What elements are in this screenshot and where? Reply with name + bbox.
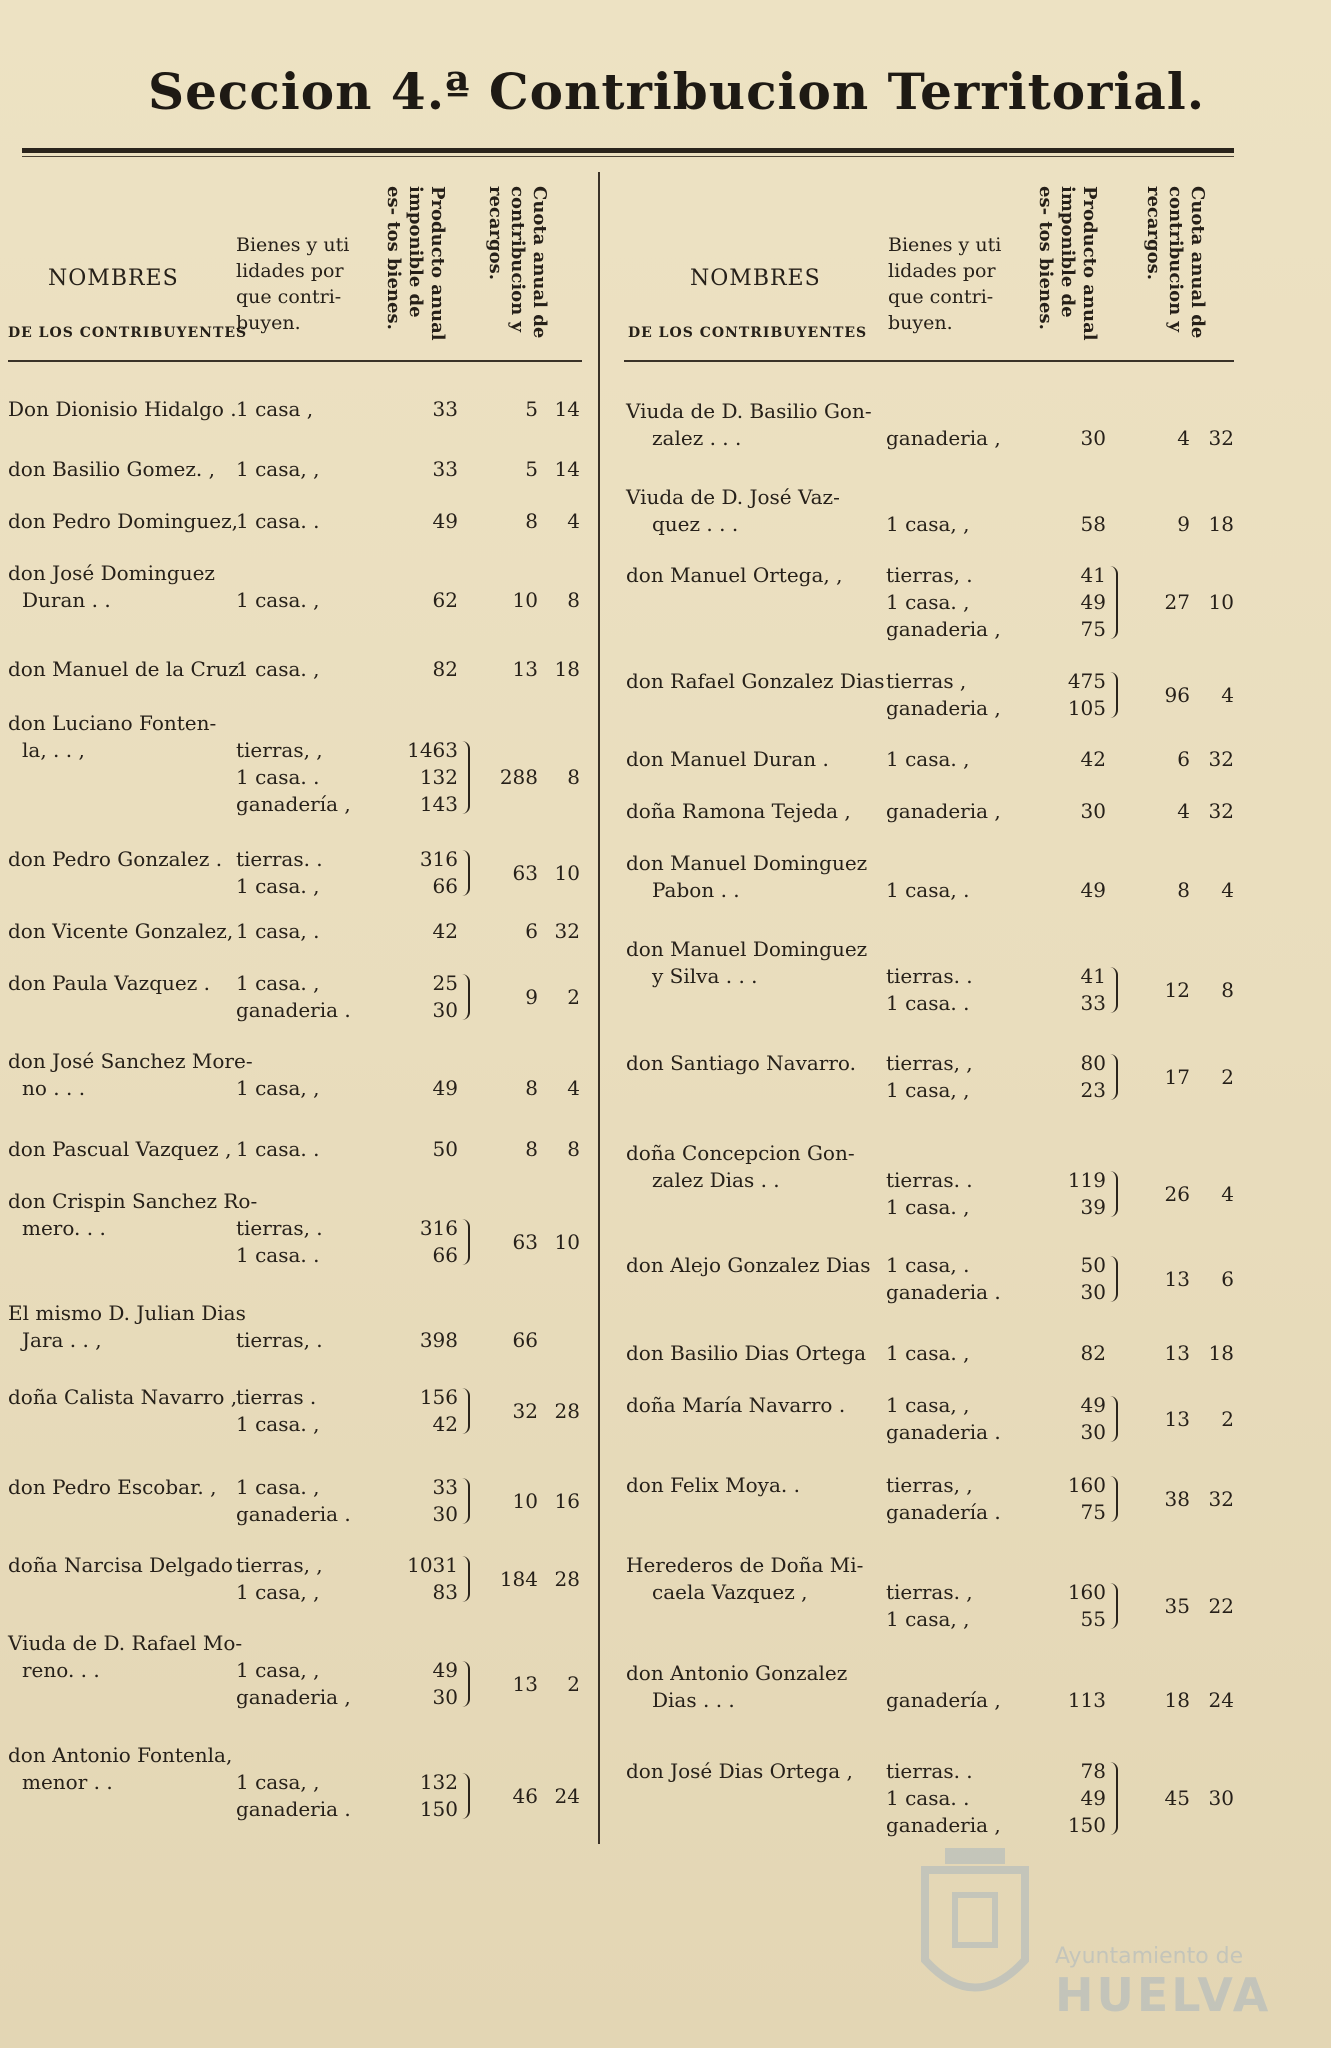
bienes-item: 1 casa. , bbox=[236, 971, 320, 995]
cuota-reales: 27 bbox=[1164, 590, 1190, 614]
contributor-name: don Pedro Dominguez, bbox=[8, 509, 238, 533]
contributor-name: Viuda de D. Basilio Gon- bbox=[626, 399, 872, 423]
bienes-item: tierras, . bbox=[236, 1216, 323, 1240]
cuota-reales: 12 bbox=[1164, 977, 1190, 1002]
bienes-item: ganaderia . bbox=[236, 1502, 351, 1526]
producto-value: 66 bbox=[432, 874, 458, 898]
cuota-maravedis: 30 bbox=[1208, 1786, 1234, 1810]
bienes-item: 1 casa, , bbox=[236, 1580, 320, 1604]
bienes-item: 1 casa. , bbox=[886, 747, 970, 771]
contributor-name: don Antonio Fontenla, bbox=[8, 1743, 233, 1767]
bienes-item: ganaderia . bbox=[886, 1420, 1001, 1444]
producto-value: 132 bbox=[419, 1770, 458, 1794]
cuota-reales: 184 bbox=[499, 1566, 538, 1591]
cuota-reales: 4 bbox=[1177, 799, 1190, 823]
producto-value: 49 bbox=[1080, 878, 1106, 902]
producto-value: 83 bbox=[432, 1580, 458, 1604]
bienes-item: 1 casa. . bbox=[236, 1137, 320, 1161]
contributor-name: reno. . . bbox=[22, 1658, 100, 1682]
contributor-name: quez . . . bbox=[652, 512, 739, 536]
bienes-item: 1 casa. . bbox=[886, 991, 970, 1015]
bienes-item: ganaderia , bbox=[886, 426, 1001, 450]
contributor-name: Dias . . . bbox=[652, 1688, 735, 1712]
producto-value: 398 bbox=[419, 1328, 458, 1352]
bienes-item: tierras, , bbox=[236, 738, 323, 762]
producto-value: 30 bbox=[432, 1502, 458, 1526]
cuota-reales: 63 bbox=[512, 860, 538, 885]
header-producto: Producto anual imponible de es- tos bienes. bbox=[383, 186, 448, 341]
contributor-name: El mismo D. Julian Dias bbox=[8, 1301, 246, 1325]
bienes-item: ganaderia , bbox=[886, 617, 1001, 641]
contributor-name: doña Ramona Tejeda , bbox=[626, 799, 851, 823]
bienes-item: 1 casa, . bbox=[236, 919, 320, 943]
header-producto-right: Producto anual imponible de es- tos bienes. bbox=[1035, 186, 1100, 341]
ayuntamiento-huelva-watermark bbox=[915, 1840, 1275, 2030]
contributor-name: doña Calista Navarro , bbox=[8, 1385, 238, 1409]
producto-value: 49 bbox=[432, 1658, 458, 1682]
bienes-item: 1 casa. , bbox=[236, 1475, 320, 1499]
bienes-item: ganaderia , bbox=[886, 799, 1001, 823]
producto-value: 42 bbox=[1080, 747, 1106, 771]
cuota-reales: 13 bbox=[1164, 1406, 1190, 1431]
cuota-maravedis: 18 bbox=[1208, 512, 1234, 536]
bienes-item: 1 casa. , bbox=[236, 1412, 320, 1436]
cuota-maravedis: 32 bbox=[1208, 747, 1234, 771]
cuota-reales: 6 bbox=[1177, 747, 1190, 771]
producto-value: 150 bbox=[419, 1797, 458, 1821]
crest-icon bbox=[915, 1840, 1035, 2020]
cuota-reales: 9 bbox=[525, 984, 538, 1009]
cuota-maravedis: 4 bbox=[1221, 1181, 1234, 1206]
bienes-item: 1 casa, , bbox=[886, 1078, 970, 1102]
contributor-name: don Pascual Vazquez , bbox=[8, 1137, 232, 1161]
watermark-line2: HUELVA bbox=[1055, 1968, 1272, 2022]
cuota-maravedis: 18 bbox=[1208, 1341, 1234, 1365]
contributor-name: Herederos de Doña Mi- bbox=[626, 1553, 864, 1577]
column-divider bbox=[598, 172, 600, 1844]
producto-value: 82 bbox=[1080, 1341, 1106, 1365]
cuota-maravedis: 2 bbox=[1221, 1064, 1234, 1089]
brace-mark bbox=[1110, 967, 1118, 1013]
producto-value: 33 bbox=[432, 397, 458, 421]
brace-mark bbox=[1110, 1476, 1118, 1522]
bienes-item: 1 casa, , bbox=[236, 457, 320, 481]
cuota-reales: 288 bbox=[499, 765, 538, 789]
producto-value: 55 bbox=[1080, 1607, 1106, 1631]
cuota-maravedis: 4 bbox=[1221, 878, 1234, 902]
cuota-reales: 8 bbox=[525, 1076, 538, 1100]
cuota-maravedis: 4 bbox=[1221, 682, 1234, 707]
bienes-item: tierras , bbox=[886, 669, 967, 693]
producto-value: 49 bbox=[432, 509, 458, 533]
producto-value: 49 bbox=[1080, 1786, 1106, 1810]
cuota-reales: 10 bbox=[512, 1488, 538, 1513]
contributor-name: don José Dias Ortega , bbox=[626, 1759, 853, 1783]
contributor-name: don Pedro Escobar. , bbox=[8, 1475, 217, 1499]
producto-value: 23 bbox=[1080, 1078, 1106, 1102]
cuota-reales: 5 bbox=[525, 397, 538, 421]
producto-value: 78 bbox=[1080, 1759, 1106, 1783]
bienes-item: 1 casa. , bbox=[886, 1195, 970, 1219]
cuota-maravedis: 2 bbox=[567, 1671, 580, 1696]
bienes-item: 1 casa. , bbox=[886, 590, 970, 614]
cuota-reales: 9 bbox=[1177, 512, 1190, 536]
bienes-item: ganaderia . bbox=[236, 1797, 351, 1821]
brace-mark bbox=[1110, 566, 1118, 639]
contributor-name: don Vicente Gonzalez, bbox=[8, 919, 234, 943]
cuota-reales: 10 bbox=[512, 588, 538, 612]
producto-value: 75 bbox=[1080, 1500, 1106, 1524]
cuota-maravedis: 24 bbox=[554, 1783, 580, 1808]
bienes-item: 1 casa. . bbox=[236, 765, 320, 789]
cuota-reales: 38 bbox=[1164, 1486, 1190, 1511]
producto-value: 80 bbox=[1080, 1051, 1106, 1075]
producto-value: 132 bbox=[419, 765, 458, 789]
contributor-name: Duran . . bbox=[22, 588, 111, 612]
producto-value: 160 bbox=[1067, 1473, 1106, 1497]
bienes-item: tierras, , bbox=[886, 1051, 973, 1075]
watermark-line1: Ayuntamiento de bbox=[1055, 1944, 1244, 1969]
cuota-maravedis: 10 bbox=[554, 860, 580, 885]
producto-value: 150 bbox=[1067, 1813, 1106, 1837]
producto-value: 33 bbox=[432, 1475, 458, 1499]
producto-value: 25 bbox=[432, 971, 458, 995]
producto-value: 316 bbox=[419, 1216, 458, 1240]
cuota-maravedis: 32 bbox=[1208, 426, 1234, 450]
cuota-reales: 5 bbox=[525, 457, 538, 481]
cuota-maravedis: 22 bbox=[1208, 1593, 1234, 1618]
bienes-item: 1 casa, , bbox=[886, 512, 970, 536]
cuota-reales: 13 bbox=[512, 657, 538, 681]
cuota-reales: 13 bbox=[1164, 1341, 1190, 1365]
header-bienes-right: Bienes y uti lidades por que contri- buyen. bbox=[888, 234, 1002, 334]
contributor-name: don Santiago Navarro. bbox=[626, 1051, 856, 1075]
producto-value: 30 bbox=[432, 998, 458, 1022]
header-cuota: Cuota anual de contribucion y recargos. bbox=[485, 186, 550, 339]
header-rule bbox=[8, 360, 582, 362]
contributor-name: don Manuel Dominguez bbox=[626, 937, 868, 961]
producto-value: 113 bbox=[1067, 1688, 1106, 1712]
bienes-item: tierras, , bbox=[886, 1473, 973, 1497]
cuota-reales: 8 bbox=[525, 1137, 538, 1161]
contributor-name: doña Concepcion Gon- bbox=[626, 1141, 855, 1165]
producto-value: 475 bbox=[1067, 669, 1106, 693]
producto-value: 105 bbox=[1067, 696, 1106, 720]
bienes-item: tierras, . bbox=[886, 563, 973, 587]
cuota-maravedis: 10 bbox=[1208, 590, 1234, 614]
bienes-item: 1 casa, , bbox=[236, 1770, 320, 1794]
header-nombres-right: NOMBRES bbox=[690, 266, 821, 291]
contributor-name: don Manuel Duran . bbox=[626, 747, 829, 771]
contributor-name: Jara . . , bbox=[22, 1328, 102, 1352]
contributor-name: menor . . bbox=[22, 1770, 113, 1794]
producto-value: 82 bbox=[432, 657, 458, 681]
cuota-reales: 18 bbox=[1164, 1688, 1190, 1712]
contributor-name: don Alejo Gonzalez Dias bbox=[626, 1253, 871, 1277]
contributor-name: don Paula Vazquez . bbox=[8, 971, 210, 995]
cuota-reales: 35 bbox=[1164, 1593, 1190, 1618]
header-contribuyentes: DE LOS CONTRIBUYENTES bbox=[8, 325, 248, 341]
brace-mark bbox=[1110, 1396, 1118, 1442]
producto-value: 75 bbox=[1080, 617, 1106, 641]
cuota-maravedis: 32 bbox=[1208, 1486, 1234, 1511]
bienes-item: 1 casa , bbox=[236, 397, 314, 421]
producto-value: 49 bbox=[1080, 1393, 1106, 1417]
cuota-reales: 45 bbox=[1164, 1786, 1190, 1810]
contributor-name: zalez Dias . . bbox=[652, 1168, 780, 1192]
cuota-reales: 26 bbox=[1164, 1181, 1190, 1206]
cuota-reales: 8 bbox=[1177, 878, 1190, 902]
brace-mark bbox=[1110, 1583, 1118, 1629]
bienes-item: ganadería , bbox=[236, 792, 351, 816]
bienes-item: tierras. , bbox=[886, 1580, 973, 1604]
producto-value: 33 bbox=[1080, 991, 1106, 1015]
bienes-item: ganaderia . bbox=[236, 998, 351, 1022]
bienes-item: 1 casa, , bbox=[886, 1393, 970, 1417]
contributor-name: don Rafael Gonzalez Dias bbox=[626, 669, 885, 693]
cuota-reales: 63 bbox=[512, 1229, 538, 1254]
bienes-item: 1 casa. . bbox=[236, 509, 320, 533]
contributor-name: caela Vazquez , bbox=[652, 1580, 808, 1604]
contributor-name: don Luciano Fonten- bbox=[8, 711, 217, 735]
bienes-item: 1 casa, , bbox=[886, 1607, 970, 1631]
bienes-item: tierras. . bbox=[886, 1759, 973, 1783]
bienes-item: ganaderia , bbox=[236, 1685, 351, 1709]
cuota-reales: 17 bbox=[1164, 1064, 1190, 1089]
producto-value: 42 bbox=[432, 919, 458, 943]
contributor-name: zalez . . . bbox=[652, 426, 742, 450]
cuota-reales: 4 bbox=[1177, 426, 1190, 450]
producto-value: 58 bbox=[1080, 512, 1106, 536]
producto-value: 50 bbox=[432, 1137, 458, 1161]
title-rule bbox=[22, 148, 1234, 153]
contributor-name: doña María Navarro . bbox=[626, 1393, 846, 1417]
header-rule-right bbox=[624, 360, 1234, 362]
cuota-maravedis: 16 bbox=[554, 1488, 580, 1513]
contributor-name: Viuda de D. Rafael Mo- bbox=[8, 1631, 243, 1655]
cuota-maravedis: 10 bbox=[554, 1229, 580, 1254]
bienes-item: 1 casa. . bbox=[236, 1243, 320, 1267]
producto-value: 41 bbox=[1080, 563, 1106, 587]
bienes-item: ganaderia . bbox=[886, 1280, 1001, 1304]
bienes-item: tierras. . bbox=[886, 964, 973, 988]
cuota-maravedis: 6 bbox=[1221, 1266, 1234, 1291]
title-rule-thin bbox=[22, 156, 1234, 157]
producto-value: 30 bbox=[432, 1685, 458, 1709]
bienes-item: ganaderia , bbox=[886, 1813, 1001, 1837]
producto-value: 49 bbox=[432, 1076, 458, 1100]
bienes-item: 1 casa. . bbox=[886, 1786, 970, 1810]
bienes-item: 1 casa. , bbox=[236, 874, 320, 898]
cuota-maravedis: 8 bbox=[567, 1137, 580, 1161]
contributor-name: y Silva . . . bbox=[652, 964, 758, 988]
bienes-item: ganadería . bbox=[886, 1500, 1001, 1524]
contributor-name: don Manuel Ortega, , bbox=[626, 563, 843, 587]
contributor-name: no . . . bbox=[22, 1076, 86, 1100]
cuota-reales: 32 bbox=[512, 1398, 538, 1423]
cuota-reales: 46 bbox=[512, 1783, 538, 1808]
cuota-maravedis: 18 bbox=[554, 657, 580, 681]
producto-value: 119 bbox=[1067, 1168, 1106, 1192]
contributor-name: la, . . , bbox=[22, 738, 85, 762]
bienes-item: ganaderia , bbox=[886, 696, 1001, 720]
producto-value: 156 bbox=[419, 1385, 458, 1409]
producto-value: 50 bbox=[1080, 1253, 1106, 1277]
cuota-maravedis: 24 bbox=[1208, 1688, 1234, 1712]
cuota-reales: 6 bbox=[525, 919, 538, 943]
bienes-item: tierras, . bbox=[236, 1328, 323, 1352]
contributor-name: don Manuel Dominguez bbox=[626, 851, 868, 875]
cuota-maravedis: 8 bbox=[1221, 977, 1234, 1002]
contributor-name: Viuda de D. José Vaz- bbox=[626, 485, 840, 509]
contributor-name: Don Dionisio Hidalgo . bbox=[8, 397, 237, 421]
page-title: Seccion 4.ª Contribucion Territorial. bbox=[148, 62, 1206, 121]
cuota-maravedis: 2 bbox=[1221, 1406, 1234, 1431]
contributor-name: don José Sanchez More- bbox=[8, 1049, 253, 1073]
cuota-maravedis: 8 bbox=[567, 588, 580, 612]
cuota-maravedis: 32 bbox=[1208, 799, 1234, 823]
bienes-item: 1 casa, . bbox=[886, 878, 970, 902]
bienes-item: 1 casa, , bbox=[236, 1076, 320, 1100]
contributor-name: don Basilio Dias Ortega bbox=[626, 1341, 867, 1365]
cuota-maravedis: 28 bbox=[554, 1398, 580, 1423]
producto-value: 62 bbox=[432, 588, 458, 612]
bienes-item: tierras. . bbox=[236, 847, 323, 871]
cuota-reales: 96 bbox=[1164, 682, 1190, 707]
producto-value: 30 bbox=[1080, 1280, 1106, 1304]
contributor-name: don Pedro Gonzalez . bbox=[8, 847, 223, 871]
producto-value: 66 bbox=[432, 1243, 458, 1267]
brace-mark bbox=[1110, 1054, 1118, 1100]
contributor-name: mero. . . bbox=[22, 1216, 106, 1240]
contributor-name: don Crispin Sanchez Ro- bbox=[8, 1189, 258, 1213]
cuota-reales: 13 bbox=[1164, 1266, 1190, 1291]
cuota-maravedis: 32 bbox=[554, 919, 580, 943]
producto-value: 42 bbox=[432, 1412, 458, 1436]
producto-value: 143 bbox=[419, 792, 458, 816]
contributor-name: don Antonio Gonzalez bbox=[626, 1661, 848, 1685]
producto-value: 30 bbox=[1080, 1420, 1106, 1444]
producto-value: 316 bbox=[419, 847, 458, 871]
contributor-name: don Manuel de la Cruz bbox=[8, 657, 239, 681]
cuota-reales: 8 bbox=[525, 509, 538, 533]
producto-value: 49 bbox=[1080, 590, 1106, 614]
bienes-item: tierras . bbox=[236, 1385, 317, 1409]
producto-value: 160 bbox=[1067, 1580, 1106, 1604]
brace-mark bbox=[1110, 672, 1118, 718]
contributor-name: doña Narcisa Delgado . bbox=[8, 1553, 246, 1577]
producto-value: 1031 bbox=[407, 1553, 458, 1577]
cuota-reales: 66 bbox=[512, 1328, 538, 1352]
brace-mark bbox=[1110, 1762, 1118, 1835]
producto-value: 41 bbox=[1080, 964, 1106, 988]
bienes-item: 1 casa. , bbox=[236, 588, 320, 612]
bienes-item: 1 casa. , bbox=[886, 1341, 970, 1365]
contributor-name: don Felix Moya. . bbox=[626, 1473, 800, 1497]
header-bienes: Bienes y uti lidades por que contri- buyen. bbox=[236, 234, 350, 334]
bienes-item: ganadería , bbox=[886, 1688, 1001, 1712]
cuota-reales: 13 bbox=[512, 1671, 538, 1696]
cuota-maravedis: 4 bbox=[567, 1076, 580, 1100]
header-contribuyentes-right: DE LOS CONTRIBUYENTES bbox=[628, 325, 868, 341]
bienes-item: tierras, , bbox=[236, 1553, 323, 1577]
brace-mark bbox=[1110, 1256, 1118, 1302]
header-cuota-right: Cuota anual de contribucion y recargos. bbox=[1143, 186, 1208, 339]
cuota-maravedis: 4 bbox=[567, 509, 580, 533]
cuota-maravedis: 14 bbox=[554, 457, 580, 481]
bienes-item: tierras. . bbox=[886, 1168, 973, 1192]
producto-value: 1463 bbox=[407, 738, 458, 762]
contributor-name: Pabon . . bbox=[652, 878, 740, 902]
producto-value: 30 bbox=[1080, 799, 1106, 823]
producto-value: 39 bbox=[1080, 1195, 1106, 1219]
producto-value: 33 bbox=[432, 457, 458, 481]
header-nombres: NOMBRES bbox=[48, 266, 179, 291]
bienes-item: 1 casa, , bbox=[236, 1658, 320, 1682]
contributor-name: don Basilio Gomez. , bbox=[8, 457, 215, 481]
brace-mark bbox=[1110, 1171, 1118, 1217]
bienes-item: 1 casa, . bbox=[886, 1253, 970, 1277]
producto-value: 30 bbox=[1080, 426, 1106, 450]
cuota-maravedis: 2 bbox=[567, 984, 580, 1009]
bienes-item: 1 casa. , bbox=[236, 657, 320, 681]
cuota-maravedis: 28 bbox=[554, 1566, 580, 1591]
cuota-maravedis: 8 bbox=[567, 765, 580, 789]
cuota-maravedis: 14 bbox=[554, 397, 580, 421]
contributor-name: don José Dominguez bbox=[8, 561, 215, 585]
